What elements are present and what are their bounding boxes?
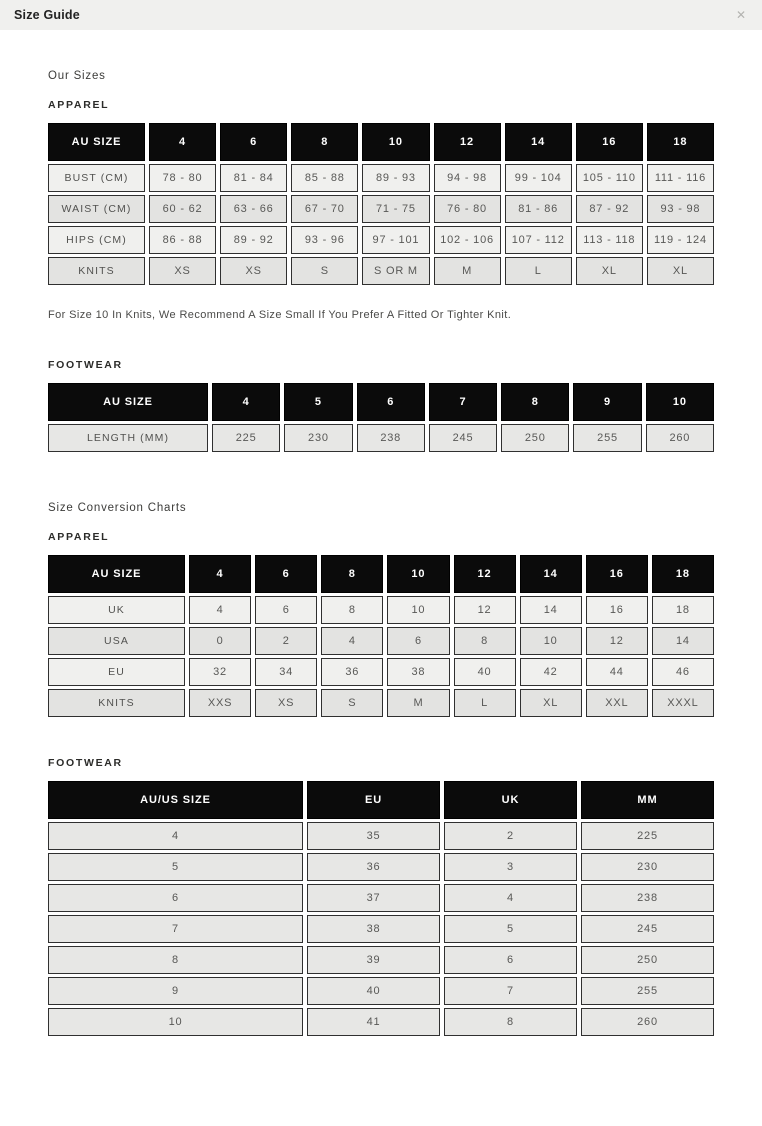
column-header-cell: 10 (646, 383, 714, 421)
data-cell: 107 - 112 (505, 226, 572, 254)
data-cell: 260 (581, 1008, 714, 1036)
data-cell: 10 (48, 1008, 303, 1036)
data-cell: 41 (307, 1008, 440, 1036)
data-cell: XS (220, 257, 287, 285)
column-header-cell: 16 (576, 123, 643, 161)
data-cell: 230 (284, 424, 352, 452)
column-header-cell: 9 (573, 383, 641, 421)
column-header-cell: 8 (321, 555, 383, 593)
data-cell: 40 (454, 658, 516, 686)
column-header-cell: 18 (652, 555, 714, 593)
data-cell: 81 - 84 (220, 164, 287, 192)
data-cell: 250 (581, 946, 714, 974)
data-cell: 8 (48, 946, 303, 974)
data-cell: 60 - 62 (149, 195, 216, 223)
column-header-cell: EU (307, 781, 440, 819)
data-cell: 7 (444, 977, 577, 1005)
data-cell: XXL (586, 689, 648, 717)
close-icon[interactable]: ✕ (735, 8, 746, 22)
column-header-cell: UK (444, 781, 577, 819)
data-cell: 34 (255, 658, 317, 686)
data-cell: S (291, 257, 358, 285)
column-header-cell: 4 (149, 123, 216, 161)
data-cell: 5 (444, 915, 577, 943)
data-cell: 0 (189, 627, 251, 655)
data-cell: 6 (48, 884, 303, 912)
conversion-charts-heading: Size Conversion Charts (48, 502, 187, 514)
row-label-cell: KNITS (48, 257, 145, 285)
data-cell: 6 (255, 596, 317, 624)
data-cell: 6 (387, 627, 449, 655)
column-header-cell: 14 (520, 555, 582, 593)
data-cell: 111 - 116 (647, 164, 714, 192)
data-cell: 38 (387, 658, 449, 686)
data-cell: 78 - 80 (149, 164, 216, 192)
column-header-cell: 6 (220, 123, 287, 161)
data-cell: 5 (48, 853, 303, 881)
data-cell: 238 (357, 424, 425, 452)
data-cell: L (505, 257, 572, 285)
data-cell: 6 (444, 946, 577, 974)
data-cell: 37 (307, 884, 440, 912)
column-header-cell: 5 (284, 383, 352, 421)
apparel-sizes-table (48, 123, 714, 285)
corner-header-cell: AU SIZE (48, 555, 185, 593)
data-cell: M (434, 257, 501, 285)
data-cell: 39 (307, 946, 440, 974)
row-label-cell: USA (48, 627, 185, 655)
data-cell: XXXL (652, 689, 714, 717)
column-header-cell: 14 (505, 123, 572, 161)
corner-header-cell: AU SIZE (48, 123, 145, 161)
data-cell: 93 - 98 (647, 195, 714, 223)
column-header-cell: 8 (501, 383, 569, 421)
data-cell: 71 - 75 (362, 195, 429, 223)
column-header-cell: 12 (434, 123, 501, 161)
footwear-conversion-table (48, 781, 714, 1036)
data-cell: 2 (255, 627, 317, 655)
row-label-cell: KNITS (48, 689, 185, 717)
data-cell: 255 (581, 977, 714, 1005)
data-cell: 12 (586, 627, 648, 655)
data-cell: L (454, 689, 516, 717)
data-cell: 81 - 86 (505, 195, 572, 223)
size-guide-titlebar (0, 0, 762, 30)
data-cell: 16 (586, 596, 648, 624)
data-cell: S (321, 689, 383, 717)
data-cell: 260 (646, 424, 714, 452)
data-cell: 2 (444, 822, 577, 850)
data-cell: 35 (307, 822, 440, 850)
data-cell: 76 - 80 (434, 195, 501, 223)
data-cell: 67 - 70 (291, 195, 358, 223)
data-cell: 32 (189, 658, 251, 686)
column-header-cell: 10 (387, 555, 449, 593)
data-cell: 245 (429, 424, 497, 452)
row-label-cell: WAIST (CM) (48, 195, 145, 223)
row-label-cell: BUST (CM) (48, 164, 145, 192)
data-cell: 113 - 118 (576, 226, 643, 254)
data-cell: 119 - 124 (647, 226, 714, 254)
data-cell: 36 (321, 658, 383, 686)
data-cell: XS (149, 257, 216, 285)
data-cell: 9 (48, 977, 303, 1005)
data-cell: 225 (581, 822, 714, 850)
conversion-apparel-heading: APPAREL (48, 531, 110, 543)
data-cell: 250 (501, 424, 569, 452)
data-cell: 85 - 88 (291, 164, 358, 192)
data-cell: 238 (581, 884, 714, 912)
data-cell: 10 (520, 627, 582, 655)
size-guide-content (0, 70, 762, 1126)
row-label-cell: HIPS (CM) (48, 226, 145, 254)
column-header-cell: 6 (357, 383, 425, 421)
page-title: Size Guide (14, 8, 80, 22)
data-cell: M (387, 689, 449, 717)
data-cell: 14 (520, 596, 582, 624)
data-cell: 105 - 110 (576, 164, 643, 192)
data-cell: 255 (573, 424, 641, 452)
data-cell: 89 - 92 (220, 226, 287, 254)
data-cell: 89 - 93 (362, 164, 429, 192)
column-header-cell: 7 (429, 383, 497, 421)
data-cell: 97 - 101 (362, 226, 429, 254)
data-cell: 8 (444, 1008, 577, 1036)
data-cell: 46 (652, 658, 714, 686)
data-cell: XL (520, 689, 582, 717)
data-cell: 4 (444, 884, 577, 912)
data-cell: 42 (520, 658, 582, 686)
data-cell: 3 (444, 853, 577, 881)
column-header-cell: 4 (189, 555, 251, 593)
data-cell: 4 (189, 596, 251, 624)
column-header-cell: 18 (647, 123, 714, 161)
data-cell: 14 (652, 627, 714, 655)
data-cell: 225 (212, 424, 280, 452)
apparel-conversion-table (48, 555, 714, 717)
data-cell: 245 (581, 915, 714, 943)
row-label-cell: EU (48, 658, 185, 686)
data-cell: 38 (307, 915, 440, 943)
data-cell: 18 (652, 596, 714, 624)
our-sizes-heading: Our Sizes (48, 70, 106, 82)
data-cell: 7 (48, 915, 303, 943)
data-cell: XL (576, 257, 643, 285)
data-cell: 63 - 66 (220, 195, 287, 223)
data-cell: 12 (454, 596, 516, 624)
column-header-cell: AU/US SIZE (48, 781, 303, 819)
row-label-cell: LENGTH (MM) (48, 424, 208, 452)
data-cell: 8 (321, 596, 383, 624)
data-cell: 36 (307, 853, 440, 881)
our-sizes-apparel-heading: APPAREL (48, 99, 110, 111)
data-cell: 4 (321, 627, 383, 655)
data-cell: S OR M (362, 257, 429, 285)
column-header-cell: 8 (291, 123, 358, 161)
column-header-cell: 16 (586, 555, 648, 593)
conversion-footwear-heading: FOOTWEAR (48, 757, 123, 769)
column-header-cell: MM (581, 781, 714, 819)
row-label-cell: UK (48, 596, 185, 624)
data-cell: 8 (454, 627, 516, 655)
data-cell: 230 (581, 853, 714, 881)
data-cell: 94 - 98 (434, 164, 501, 192)
data-cell: XXS (189, 689, 251, 717)
data-cell: 40 (307, 977, 440, 1005)
corner-header-cell: AU SIZE (48, 383, 208, 421)
data-cell: 93 - 96 (291, 226, 358, 254)
our-sizes-footwear-heading: FOOTWEAR (48, 359, 123, 371)
data-cell: 10 (387, 596, 449, 624)
data-cell: 99 - 104 (505, 164, 572, 192)
column-header-cell: 10 (362, 123, 429, 161)
column-header-cell: 12 (454, 555, 516, 593)
data-cell: 86 - 88 (149, 226, 216, 254)
column-header-cell: 6 (255, 555, 317, 593)
data-cell: 4 (48, 822, 303, 850)
data-cell: 44 (586, 658, 648, 686)
data-cell: 102 - 106 (434, 226, 501, 254)
column-header-cell: 4 (212, 383, 280, 421)
data-cell: 87 - 92 (576, 195, 643, 223)
data-cell: XL (647, 257, 714, 285)
footwear-sizes-table (48, 383, 714, 452)
knits-note: For Size 10 In Knits, We Recommend A Size Small If You Prefer A Fitted Or Tighter Knit. (48, 309, 512, 321)
data-cell: XS (255, 689, 317, 717)
